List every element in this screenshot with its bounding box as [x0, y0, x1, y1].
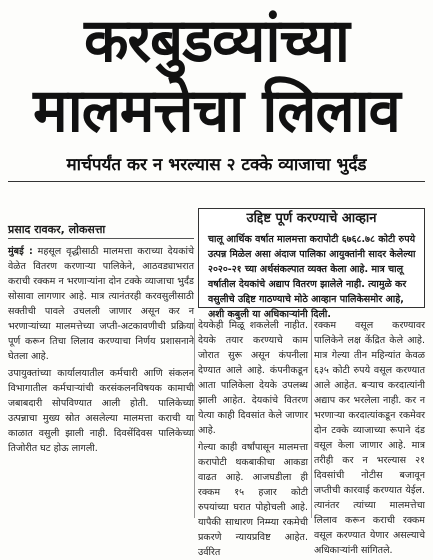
column-divider: [311, 318, 312, 518]
article-column-1: [8, 244, 194, 458]
byline: प्रसाद रावकर, लोकसत्ता: [8, 223, 106, 236]
column-divider: [194, 318, 195, 518]
col3-paragraph-1: रक्कम वसूल करण्यावर पालिकेने लक्ष केंद्रित केले आहे. मात्र गेल्या तीन महिन्यांत केवळ ६३५ कोटी रुपये वसूल करण्यात आले आहेत. बऱ्याच करदात्यांनी अद्याप कर भरलेला नाही. कर न भरणाऱ्या करदात्यांकडून रकमेवर दोन टक्के व्याजाच्या रूपाने दंड वसूल केला जाणार आहे. मात्र तरीही कर न भरल्यास २१ दिवसांची नोटीस बजावून जप्तीची कारवाई करण्यात येईल. त्यानंतर त्यांच्या मालमत्तेचा लिलाव करून कराची रक्कम वसूल करण्यात येणार असल्याचे अधिकाऱ्यांनी सांगितले.: [314, 320, 425, 556]
headline-line-1: करबुडव्यांच्या: [84, 6, 349, 76]
subheadline: मार्चपर्यंत कर न भरल्यास २ टक्के व्याजाचा भुर्दंड: [66, 155, 367, 175]
article-column-3: [314, 318, 425, 556]
col1-paragraph-1: महसूल वृद्धीसाठी मालमत्ता कराच्या देयकांचे वेळेत वितरण करणाऱ्या पालिकेने, आठवड्याभरात कराची रक्कम न भरणाऱ्यांना दोन टक्के व्याजाचा भुर्दंड सोसावा लागणार आहे. मात्र त्यानंतरही करवसुलीसाठी सक्तीची पावले उचलली जाणार असून कर न भरणाऱ्यांच्या मालमत्तेच्या जप्ती-अटकावणीची प्रक्रिया पूर्ण करून तिचा लिलाव करण्याचा निर्णय प्रशासनाने घेतला आहे.: [8, 246, 194, 362]
info-box-title: उद्दिष्ट पूर्ण करण्याचे आव्हान: [246, 211, 377, 226]
col2-paragraph-2: गेल्या काही वर्षांपासून मालमत्ता करापोटी थकबाकीचा आकडा वाढत आहे. आजघडीला ही रक्कम १५ हजार कोटी रुपयांच्या घरात पोहोचली आहे. यापैकी साधारण निम्म्या रकमेची प्रकरणे न्यायप्रविष्ट आहेत. उर्वरित: [198, 442, 308, 558]
byline-rule: [8, 238, 194, 239]
dateline: मुंबई :: [8, 246, 33, 257]
headline-line-2: मालमत्तेचा लिलाव: [33, 76, 400, 146]
col1-paragraph-2: उपायुक्तांच्या कार्यालयातील कर्मचारी आणि संकलन विभागातील कर्मचाऱ्यांची करसंकलनविषयक कामाची जबाबदारी सोपविण्यात आली होती. पालिकेच्या उत्पन्नाचा मुख्य स्रोत असलेल्या मालमत्ता कराची या काळात वसुली झाली नाही. दिवसेंदिवस पालिकेच्या तिजोरीत घट होऊ लागली.: [8, 368, 194, 454]
article-column-2: [198, 318, 308, 558]
info-box-text: चालू आर्थिक वर्षात मालमत्ता करापोटी ६७६८.७८ कोटी रुपये उत्पन्न मिळेल असा अंदाज पालिका आयुक्तांनी सादर केलेल्या २०२०-२१ च्या अर्थसंकल्पात व्यक्त केला आहे. मात्र चालू वर्षातील देयकांचे अद्याप वितरण झालेले नाही. त्यामुळे कर वसुलीचे उद्दिष्ट गाठण्याचे मोठे आव्हान पालिकेसमोर आहे, अशी कबुली या अधिकाऱ्यांनी दिली.: [208, 234, 416, 320]
header-rule: [8, 181, 425, 182]
col2-paragraph-1: देयकेही मिळू शकलेली नाहीत. देयके तयार करण्याचे काम जोरात सुरू असून कंपनीला देण्यात आले आहे. कंपनीकडून आता पालिकेला देयके उपलब्ध झाली आहेत. देयकांचे वितरण येत्या काही दिवसांत केले जाणार आहे.: [198, 320, 308, 436]
